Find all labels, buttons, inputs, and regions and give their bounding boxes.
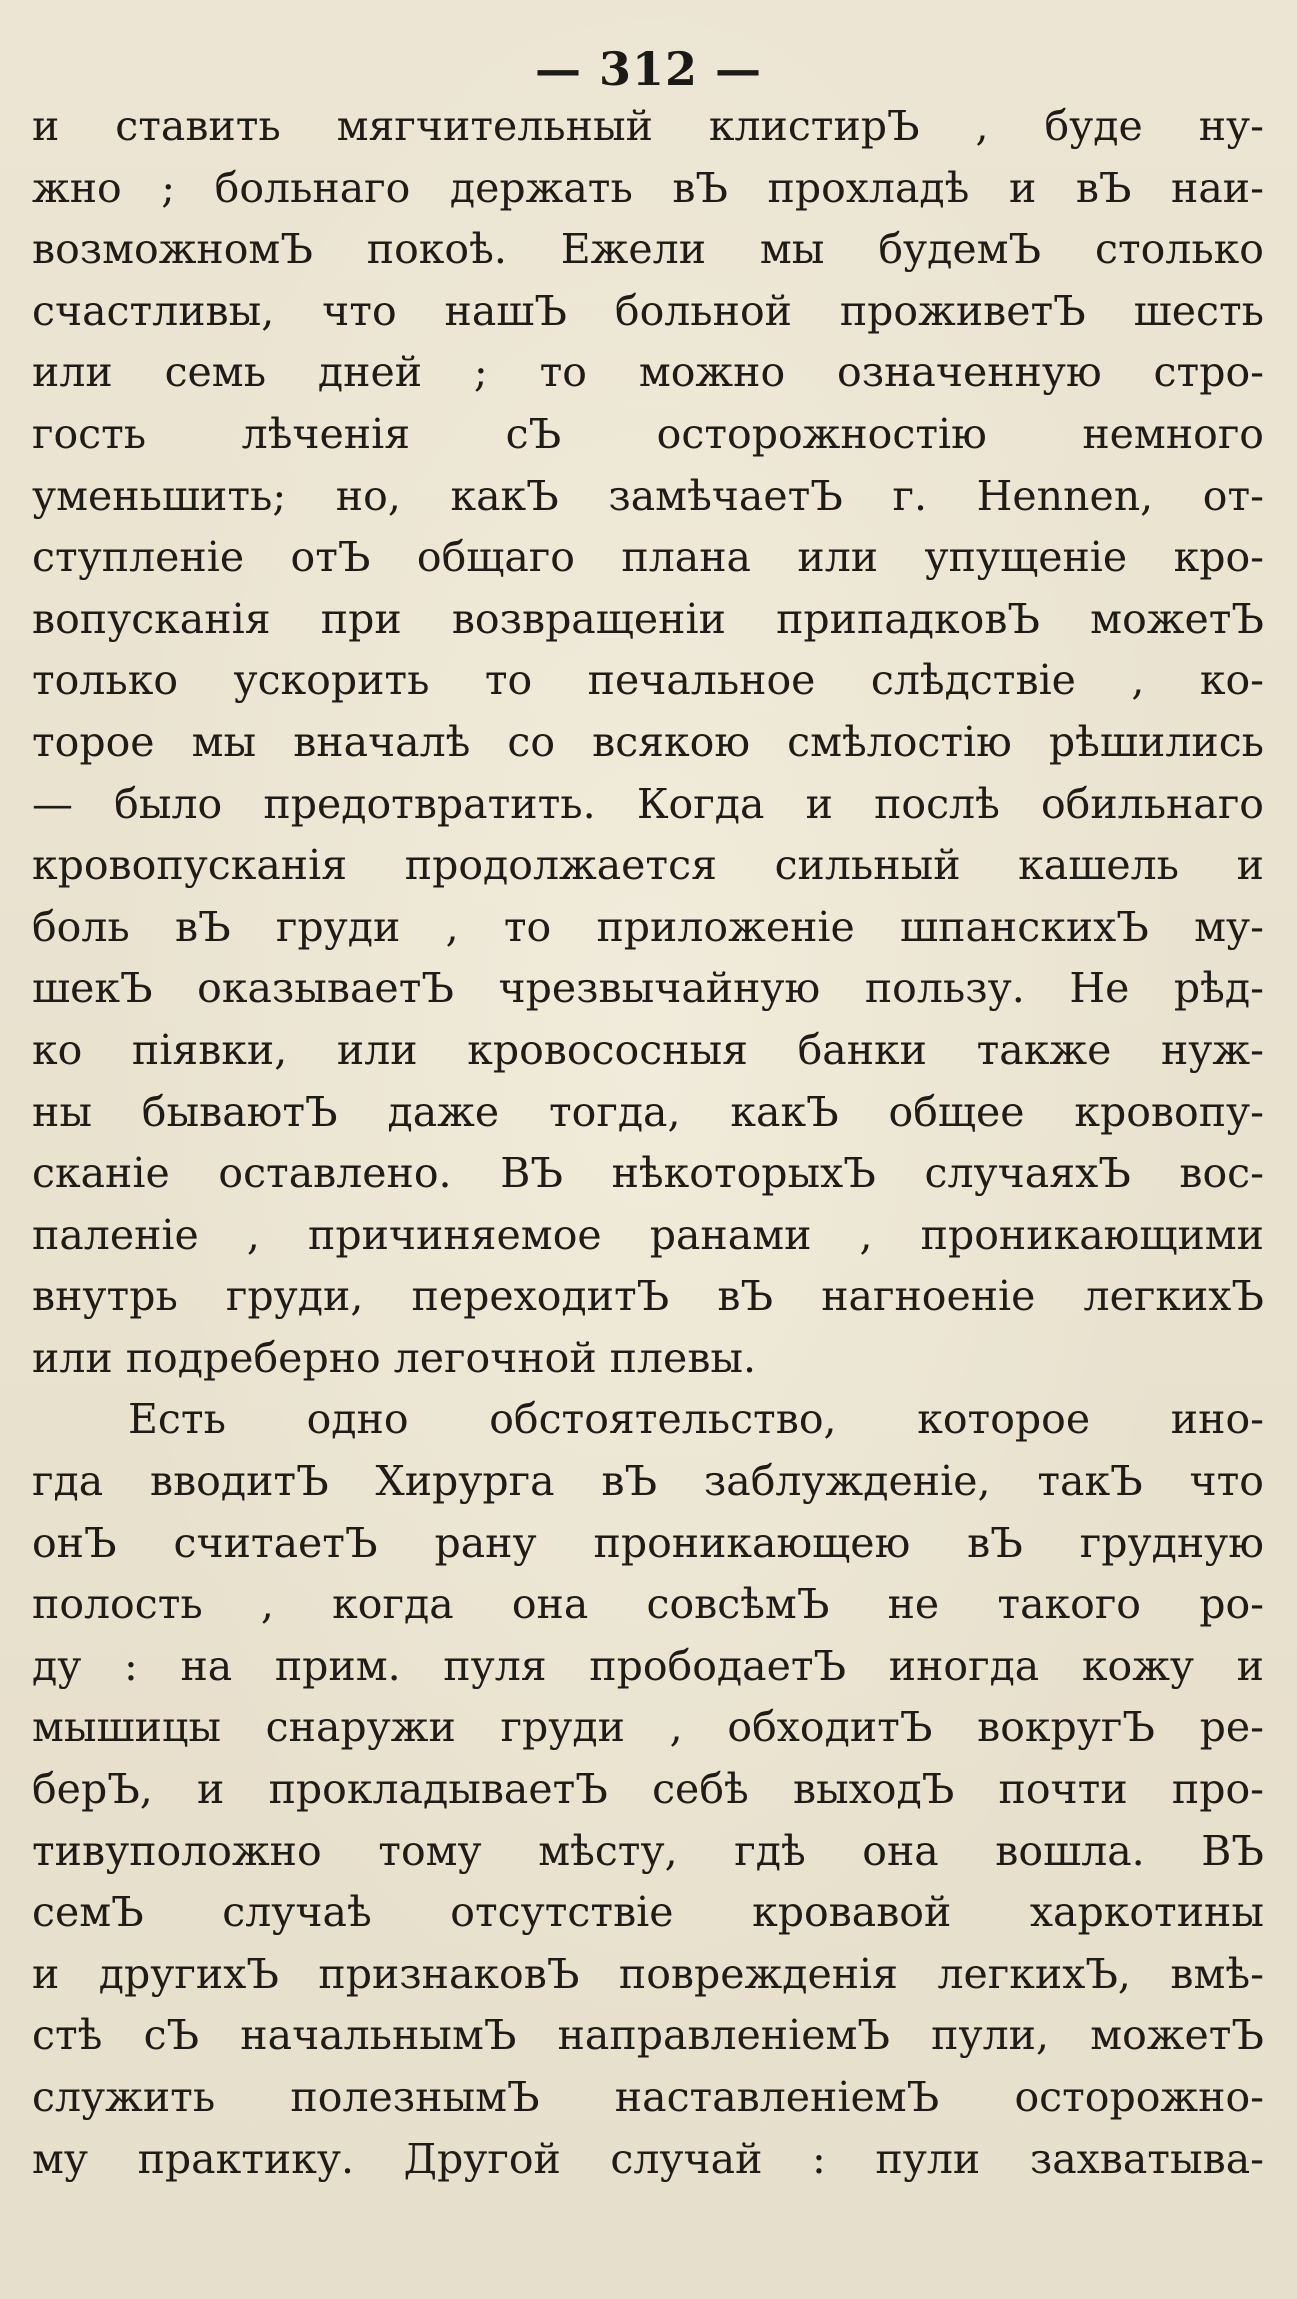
- text-line: шекЪ оказываетЪ чрезвычайную пользу. Не рѣд-: [32, 964, 1264, 1013]
- paragraph-2: [32, 1389, 1264, 2190]
- page-number: — 312 —: [534, 42, 763, 96]
- body-text: [32, 96, 1264, 2190]
- text-line: только ускорить то печальное слѣдствіе , ко-: [32, 656, 1264, 705]
- text-line: полость , когда она совсѣмЪ не такого ро-: [32, 1580, 1264, 1629]
- text-line: боль вЪ груди , то приложеніе шпанскихЪ му-: [32, 902, 1264, 951]
- text-line: Есть одно обстоятельство, которое ино-: [128, 1395, 1264, 1444]
- text-line: — было предотвратить. Когда и послѣ обильнаго: [32, 779, 1264, 828]
- text-line: уменьшить; но, какЪ замѣчаетЪ г. Hennen, от-: [32, 471, 1264, 520]
- text-line: служить полезнымЪ наставленіемЪ осторожно-: [32, 2073, 1264, 2121]
- text-line: ду : на прим. пуля прободаетЪ иногда кожу и: [32, 1641, 1264, 1690]
- text-line: и другихЪ признаковЪ поврежденія легкихЪ, вмѣ-: [32, 1949, 1264, 1998]
- text-line: и ставить мягчительный клистирЪ , буде ну-: [32, 102, 1264, 150]
- text-line: онЪ считаетЪ рану проникающею вЪ грудную: [32, 1518, 1264, 1567]
- text-line: ны бываютЪ даже тогда, какЪ общее кровопу-: [32, 1087, 1264, 1136]
- text-line: гость лѣченія сЪ осторожностію немного: [32, 409, 1264, 458]
- text-line: ко піявки, или кровососныя банки также нуж-: [32, 1025, 1264, 1074]
- text-line: берЪ, и прокладываетЪ себѣ выходЪ почти про-: [32, 1765, 1264, 1814]
- paragraph-1: [32, 96, 1264, 1389]
- text-line: гда вводитЪ Хирурга вЪ заблужденіе, такЪ что: [32, 1457, 1264, 1506]
- text-line: торое мы вначалѣ со всякою смѣлостію рѣшились: [32, 717, 1264, 766]
- text-line: сканіе оставлено. ВЪ нѣкоторыхЪ случаяхЪ вос-: [32, 1149, 1264, 1198]
- text-line: кровопусканія продолжается сильный кашель и: [32, 841, 1264, 890]
- text-line: тивуположно тому мѣсту, гдѣ она вошла. ВЪ: [32, 1826, 1264, 1875]
- text-line: семЪ случаѣ отсутствіе кровавой харкотины: [32, 1888, 1264, 1937]
- text-line: ступленіе отЪ общаго плана или упущеніе кро-: [32, 533, 1264, 582]
- text-line: или подреберно легочной плевы.: [32, 1333, 757, 1382]
- text-line: счастливы, что нашЪ больной проживетЪ шесть: [32, 286, 1264, 335]
- text-line: мышицы снаружи груди , обходитЪ вокругЪ ре-: [32, 1703, 1264, 1752]
- text-line: внутрь груди, переходитЪ вЪ нагноеніе легкихЪ: [32, 1272, 1264, 1321]
- text-line: возможномЪ покоѣ. Ежели мы будемЪ столько: [32, 225, 1264, 274]
- text-line: жно ; больнаго держать вЪ прохладѣ и вЪ наи-: [32, 163, 1264, 212]
- text-line: вопусканія при возвращеніи припадковЪ можетЪ: [32, 594, 1264, 643]
- text-line: му практику. Другой случай : пули захватыва-: [32, 2134, 1264, 2183]
- text-line: или семь дней ; то можно означенную стро-: [32, 348, 1264, 397]
- text-line: стѣ сЪ начальнымЪ направленіемЪ пули, можетЪ: [32, 2011, 1264, 2060]
- text-line: паленіе , причиняемое ранами , проникающими: [32, 1210, 1264, 1259]
